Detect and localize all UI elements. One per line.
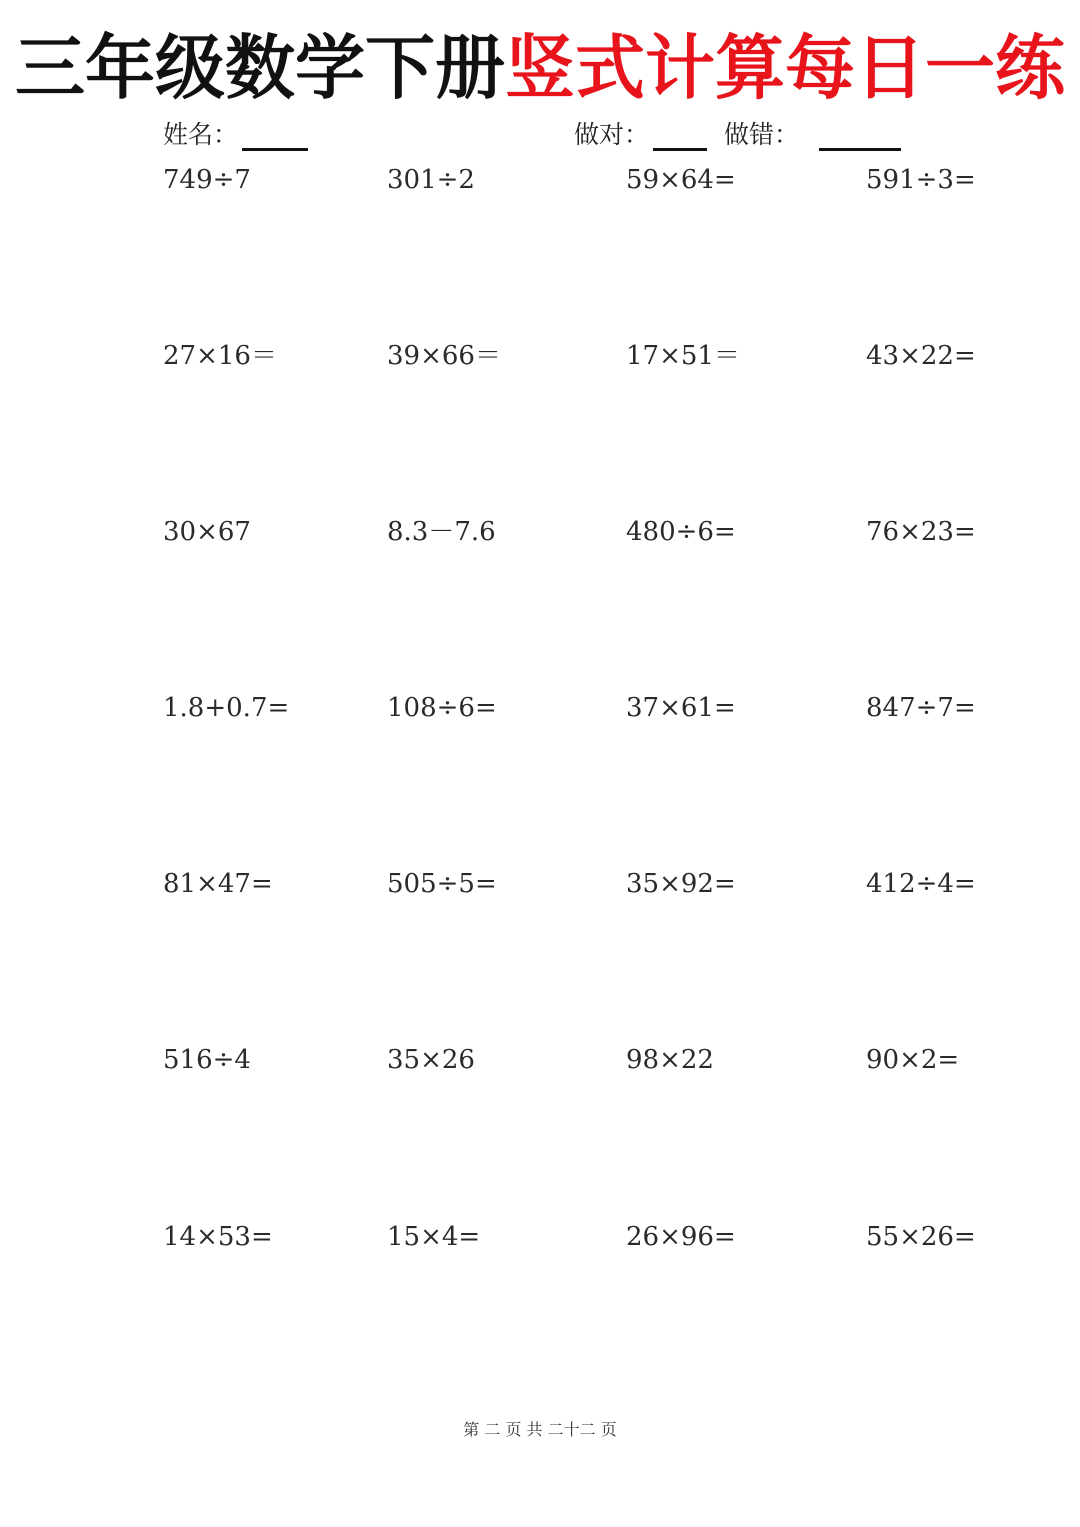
problem-item: 17×51＝ [626,341,740,371]
problem-item: 14×53= [163,1222,273,1252]
correct-label: 做对： [574,120,650,149]
name-field [163,118,308,152]
wrong-label: 做错： [724,120,800,149]
page-footer: 第 二 页 共 二十二 页 [463,1420,617,1439]
problem-item: 516÷4 [163,1045,251,1075]
problem-item: 8.3－7.6 [387,517,496,547]
problem-item: 505÷5= [387,869,497,899]
problem-item: 591÷3= [866,165,976,195]
correct-blank[interactable] [653,118,707,151]
name-blank[interactable] [242,118,308,151]
name-label: 姓名： [163,120,239,149]
problem-item: 55×26= [866,1222,976,1252]
problem-item: 35×92= [626,869,736,899]
wrong-field [724,118,901,152]
problem-item: 90×2= [866,1045,960,1075]
problem-item: 59×64= [626,165,736,195]
worksheet-title [0,22,1080,114]
problem-item: 27×16＝ [163,341,277,371]
problem-item: 15×4= [387,1222,481,1252]
problem-item: 412÷4= [866,869,976,899]
problem-item: 30×67 [163,517,251,547]
problem-item: 37×61= [626,693,736,723]
problem-item: 847÷7= [866,693,976,723]
problem-item: 39×66＝ [387,341,501,371]
problem-item: 301÷2 [387,165,475,195]
correct-field [574,118,707,152]
title-grade-part: 三年级数学下册 [15,27,505,109]
problem-item: 43×22= [866,341,976,371]
problem-item: 1.8+0.7= [163,693,290,723]
problem-item: 98×22 [626,1045,714,1075]
problem-item: 749÷7 [163,165,251,195]
problem-item: 35×26 [387,1045,475,1075]
problem-item: 480÷6= [626,517,736,547]
wrong-blank[interactable] [819,118,901,151]
problem-item: 81×47= [163,869,273,899]
title-topic-part: 竖式计算每日一练 [505,27,1065,109]
problem-item: 26×96= [626,1222,736,1252]
problem-item: 108÷6= [387,693,497,723]
problem-item: 76×23= [866,517,976,547]
